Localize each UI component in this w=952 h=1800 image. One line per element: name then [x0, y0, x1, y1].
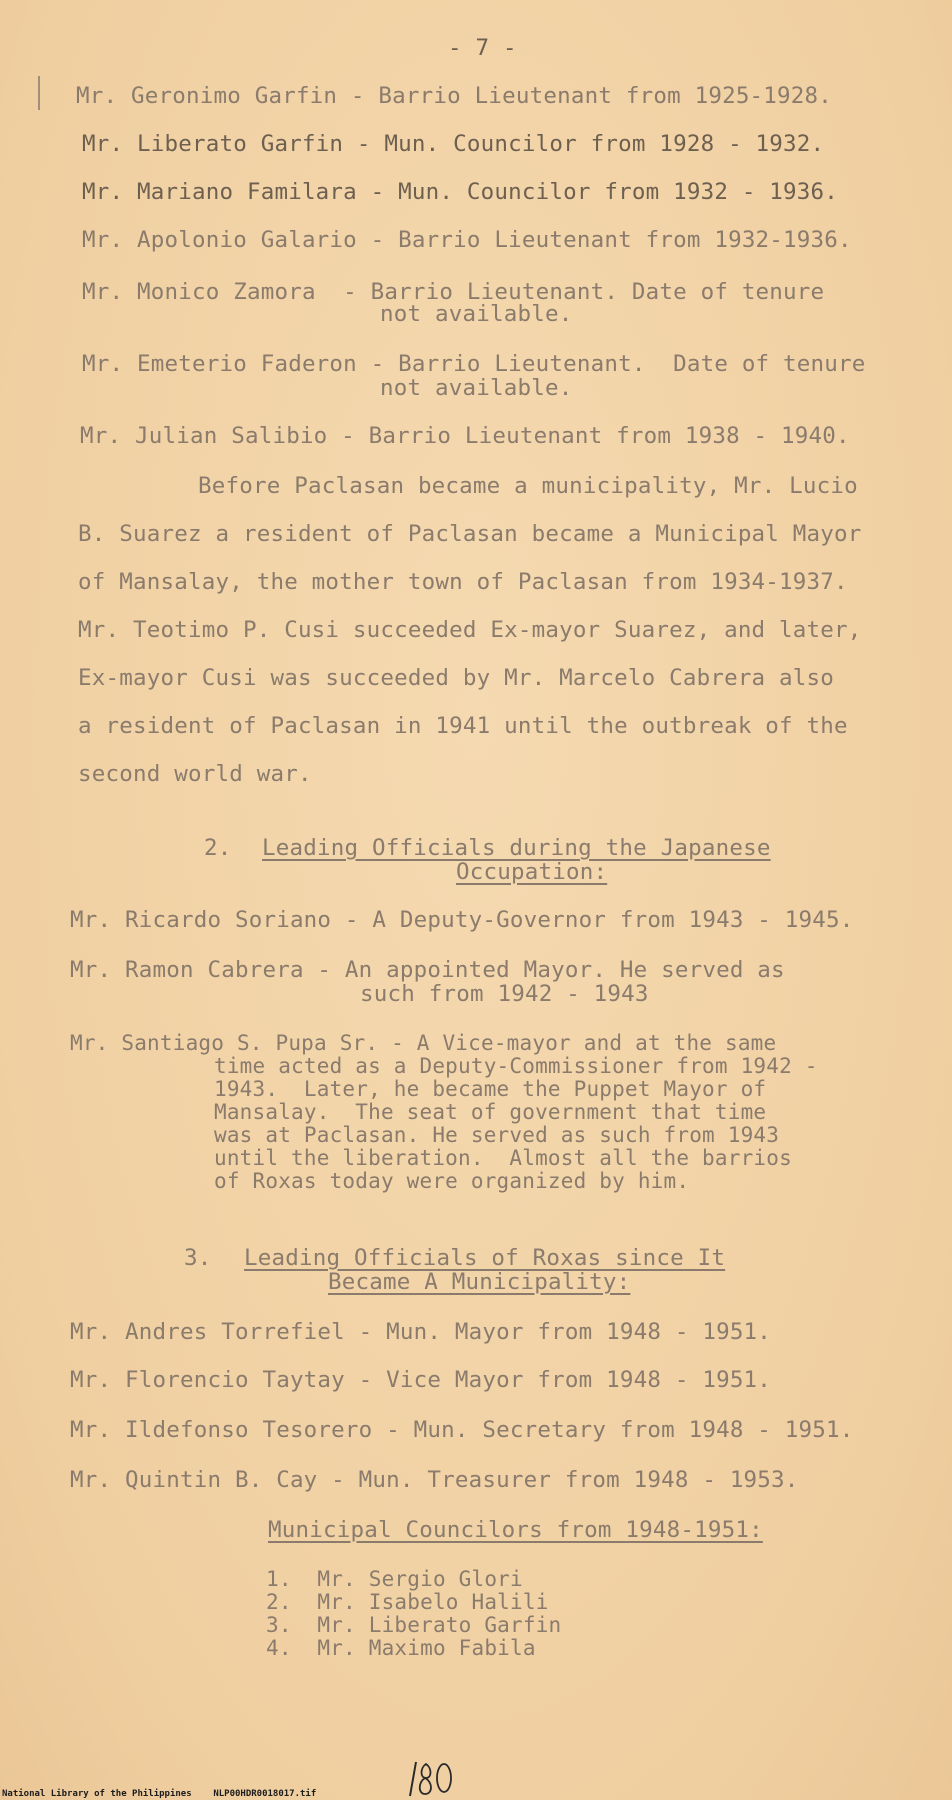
councilor-2: 2. Mr. Isabelo Halili	[266, 1590, 549, 1614]
section2-heading-line1: Leading Officials during the Japanese	[262, 835, 771, 861]
section3-heading-line2: Became A Municipality:	[328, 1269, 631, 1295]
paragraph-line-5: Ex-mayor Cusi was succeeded by Mr. Marcelo Cabrera also	[78, 665, 835, 691]
official-line-6: Mr. Emeterio Faderon - Barrio Lieutenant. Date of tenure	[82, 351, 866, 377]
paragraph-line-3: of Mansalay, the mother town of Paclasan from 1934-1937.	[78, 569, 848, 595]
section2-entry-3-line2: time acted as a Deputy-Commissioner from 1942 -	[214, 1054, 818, 1078]
councilor-3: 3. Mr. Liberato Garfin	[266, 1613, 562, 1637]
councilor-4: 4. Mr. Maximo Fabila	[266, 1636, 536, 1660]
archive-footer: National Library of the Philippines NLP00HDR0018017.tif	[2, 1789, 317, 1799]
section2-entry-3-line1: Mr. Santiago S. Pupa Sr. - A Vice-mayor and at the same	[70, 1031, 777, 1055]
section2-entry-2-line1: Mr. Ramon Cabrera - An appointed Mayor. He served as	[70, 957, 785, 983]
section3-heading-line1: Leading Officials of Roxas since It	[244, 1245, 726, 1271]
section2-entry-3-line3: 1943. Later, he became the Puppet Mayor of	[214, 1077, 767, 1101]
section2-entry-3-line4: Mansalay. The seat of government that time	[214, 1100, 767, 1124]
section3-entry-3: Mr. Ildefonso Tesorero - Mun. Secretary from 1948 - 1951.	[70, 1417, 854, 1443]
section2-number: 2.	[204, 835, 232, 861]
section2-entry-3-line5: was at Paclasan. He served as such from 1943	[214, 1123, 780, 1147]
section2-entry-2-line2: such from 1942 - 1943	[360, 981, 649, 1007]
section3-number: 3.	[184, 1245, 212, 1271]
councilor-1: 1. Mr. Sergio Glori	[266, 1567, 523, 1591]
official-line-4: Mr. Apolonio Galario - Barrio Lieutenant from 1932-1936.	[82, 227, 852, 253]
section2-entry-3-line6: until the liberation. Almost all the barrios	[214, 1146, 792, 1170]
margin-mark	[38, 76, 40, 110]
section3-entry-2: Mr. Florencio Taytay - Vice Mayor from 1948 - 1951.	[70, 1367, 772, 1393]
official-line-5: Mr. Monico Zamora - Barrio Lieutenant. Date of tenure	[82, 279, 825, 305]
official-line-3: Mr. Mariano Familara - Mun. Councilor from 1932 - 1936.	[82, 179, 839, 205]
official-line-2: Mr. Liberato Garfin - Mun. Councilor from 1928 - 1932.	[82, 131, 825, 157]
section3-entry-1: Mr. Andres Torrefiel - Mun. Mayor from 1948 - 1951.	[70, 1319, 772, 1345]
page-number: - 7 -	[448, 35, 517, 61]
official-line-6-cont: not available.	[380, 375, 573, 401]
paragraph-line-4: Mr. Teotimo P. Cusi succeeded Ex-mayor Suarez, and later,	[78, 617, 862, 643]
paragraph-line-2: B. Suarez a resident of Paclasan became a Municipal Mayor	[78, 521, 862, 547]
section2-heading-line2: Occupation:	[456, 859, 608, 885]
official-line-5-cont: not available.	[380, 301, 573, 327]
paragraph-line-6: a resident of Paclasan in 1941 until the outbreak of the	[78, 713, 848, 739]
official-line-7: Mr. Julian Salibio - Barrio Lieutenant from 1938 - 1940.	[80, 423, 850, 449]
paragraph-line-1: Before Paclasan became a municipality, Mr. Lucio	[198, 473, 858, 499]
section2-entry-1: Mr. Ricardo Soriano - A Deputy-Governor from 1943 - 1945.	[70, 907, 854, 933]
section2-entry-3-line7: of Roxas today were organized by him.	[214, 1169, 690, 1193]
handwritten-page-number	[404, 1756, 454, 1800]
paragraph-line-7: second world war.	[78, 761, 312, 787]
section3-entry-4: Mr. Quintin B. Cay - Mun. Treasurer from 1948 - 1953.	[70, 1467, 799, 1493]
councilors-heading: Municipal Councilors from 1948-1951:	[268, 1517, 763, 1543]
official-line-1: Mr. Geronimo Garfin - Barrio Lieutenant from 1925-1928.	[76, 83, 833, 109]
